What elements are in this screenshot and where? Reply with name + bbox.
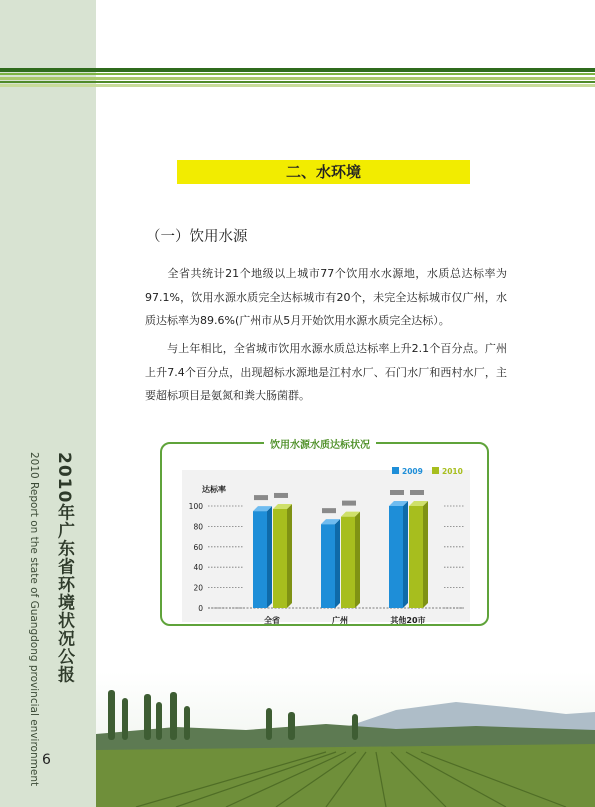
- report-title-en: 2010 Report on the state of Guangdong provincial environment: [28, 452, 40, 787]
- legend-label-2010: 2010: [442, 467, 463, 476]
- chart-title: 饮用水源水质达标状况: [264, 436, 376, 451]
- bar-2010: [409, 506, 423, 608]
- landscape-image: [96, 672, 595, 807]
- x-tick-label: 其他20市: [390, 616, 426, 625]
- bar-side-2009: [335, 519, 340, 608]
- paragraph-1-text: 全省共统计21个地级以上城市77个饮用水水源地，水质总达标率为97.1%，饮用水源水质完全达标城市有20个，未完全达标城市仅广州，水质达标率为89.6%(广州市从5月开始饮用水源水质完全达标）。: [145, 267, 507, 327]
- bar-value-placeholder: [322, 508, 336, 513]
- x-tick-label: 全省: [264, 616, 280, 625]
- bar-value-placeholder: [274, 493, 288, 498]
- bar-2010: [341, 517, 355, 608]
- bar-side-2010: [423, 501, 428, 608]
- bar-side-2010: [355, 512, 360, 608]
- y-axis-label: 达标率: [202, 485, 226, 494]
- y-tick-label: 80: [193, 522, 203, 532]
- bar-2009: [389, 506, 403, 608]
- paragraph-2-text: 与上年相比，全省城市饮用水源水质总达标率上升2.1个百分点。广州上升7.4个百分点，出现超标水源地是江村水厂、石门水厂和西村水厂，主要超标项目是氨氮和粪大肠菌群。: [145, 342, 507, 402]
- bar-value-placeholder: [390, 490, 404, 495]
- bar-side-2010: [287, 504, 292, 608]
- bar-side-2009: [267, 506, 272, 608]
- y-tick-label: 40: [193, 563, 203, 573]
- subheading: （一）饮用水源: [146, 229, 248, 245]
- bar-side-2009: [403, 501, 408, 608]
- bar-2009: [253, 511, 267, 608]
- report-title-cn: 2010年广东省环境状况公报: [54, 452, 74, 684]
- y-tick-label: 60: [193, 542, 203, 552]
- legend-swatch-2010: [432, 467, 439, 474]
- bar-value-placeholder: [342, 501, 356, 506]
- bar-value-placeholder: [410, 490, 424, 495]
- y-tick-label: 0: [198, 604, 203, 613]
- page-number: 6: [42, 752, 51, 768]
- section-title: 二、水环境: [177, 160, 470, 184]
- x-tick-label: 广州: [332, 616, 348, 625]
- legend-swatch-2009: [392, 467, 399, 474]
- legend-label-2009: 2009: [402, 467, 423, 476]
- y-tick-label: 100: [188, 502, 203, 511]
- bar-2009: [321, 524, 335, 608]
- bar-2010: [273, 509, 287, 608]
- bar-value-placeholder: [254, 495, 268, 500]
- y-tick-label: 20: [193, 583, 203, 593]
